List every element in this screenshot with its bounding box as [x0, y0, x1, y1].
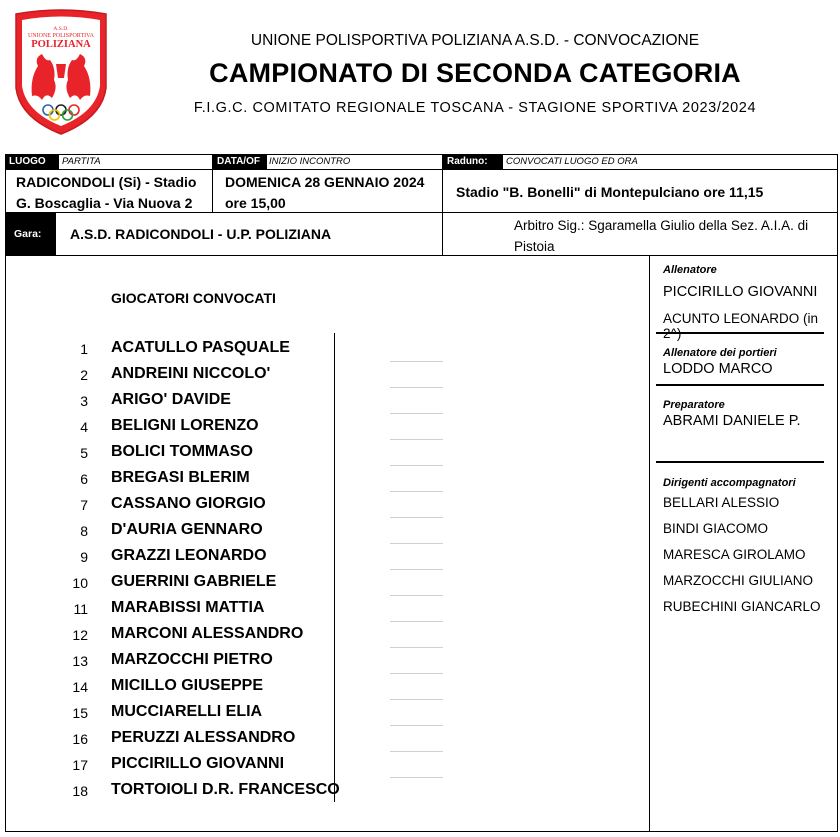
dirigenti-label: Dirigenti accompagnatori: [663, 477, 796, 489]
data-sublabel: INIZIO INCONTRO: [269, 156, 351, 167]
preparatore-name: ABRAMI DANIELE P.: [663, 413, 801, 429]
signature-line: [390, 465, 443, 466]
portieri-name: LODDO MARCO: [663, 361, 773, 377]
player-row: [60, 649, 460, 675]
signature-line: [390, 517, 443, 518]
data-value-line2: ore 15,00: [225, 195, 286, 211]
signature-line: [390, 673, 443, 674]
raduno-sublabel: CONVOCATI LUOGO ED ORA: [506, 156, 638, 167]
player-number: 13: [72, 653, 88, 669]
player-number: 4: [80, 419, 88, 435]
player-number: 11: [73, 601, 88, 617]
data-label: DATA/OF: [213, 155, 267, 169]
player-number: 17: [72, 757, 88, 773]
logo-asd-text: A.S.D.: [53, 26, 69, 32]
dirigente-name: MARESCA GIROLAMO: [663, 547, 806, 562]
dirigente-name: MARZOCCHI GIULIANO: [663, 573, 814, 588]
player-name: GRAZZI LEONARDO: [111, 547, 267, 564]
player-name: ARIGO' DAVIDE: [111, 391, 231, 408]
player-row: [60, 467, 460, 493]
player-name: MUCCIARELLI ELIA: [111, 703, 263, 720]
header-subtitle: UNIONE POLISPORTIVA POLIZIANA A.S.D. - CONVOCAZIONE: [250, 32, 700, 49]
grid-line: [5, 255, 838, 256]
player-name: MARABISSI MATTIA: [111, 599, 265, 616]
frame-line: [5, 831, 838, 832]
logo-name-line2: POLIZIANA: [31, 39, 91, 50]
dirigente-name: BINDI GIACOMO: [663, 521, 769, 536]
signature-line: [390, 647, 443, 648]
grid-line: [837, 154, 838, 256]
player-row: [60, 545, 460, 571]
gara-value: A.S.D. RADICONDOLI - U.P. POLIZIANA: [70, 226, 332, 242]
player-row: [60, 701, 460, 727]
player-name: GUERRINI GABRIELE: [111, 573, 277, 590]
player-number: 15: [72, 705, 88, 721]
player-name: D'AURIA GENNARO: [111, 521, 263, 538]
logo-name-line1: UNIONE POLISPORTIVA: [27, 33, 95, 39]
player-row: [60, 675, 460, 701]
signature-line: [390, 699, 443, 700]
player-number: 10: [72, 575, 88, 591]
frame-line: [649, 255, 650, 832]
player-row: [60, 337, 460, 363]
player-number: 18: [72, 783, 88, 799]
player-number: 8: [80, 523, 88, 539]
preparatore-label: Preparatore: [663, 399, 725, 411]
player-name: MARCONI ALESSANDRO: [111, 625, 304, 642]
signature-line: [390, 569, 443, 570]
player-row: [60, 389, 460, 415]
player-name: ANDREINI NICCOLO': [111, 365, 271, 382]
data-value-line1: DOMENICA 28 GENNAIO 2024: [225, 174, 425, 190]
player-name: CASSANO GIORGIO: [111, 495, 266, 512]
signature-line: [390, 413, 443, 414]
staff-divider: [656, 332, 824, 334]
player-row: [60, 415, 460, 441]
player-row: [60, 363, 460, 389]
player-number: 16: [72, 731, 88, 747]
signature-line: [390, 595, 443, 596]
dirigente-name: BELLARI ALESSIO: [663, 495, 780, 510]
staff-divider: [656, 384, 824, 386]
player-name: ACATULLO PASQUALE: [111, 339, 290, 356]
player-name: PERUZZI ALESSANDRO: [111, 729, 296, 746]
player-number: 12: [72, 627, 88, 643]
staff-divider: [656, 461, 824, 463]
arbitro-line1: Arbitro Sig.: Sgaramella Giulio della Sez. A.I.A. di: [514, 218, 809, 233]
player-number: 2: [80, 367, 88, 383]
signature-line: [390, 725, 443, 726]
player-row: [60, 597, 460, 623]
player-row: [60, 519, 460, 545]
portieri-label: Allenatore dei portieri: [663, 347, 777, 359]
player-name: BOLICI TOMMASO: [111, 443, 253, 460]
allenatore-label: Allenatore: [663, 264, 717, 276]
luogo-label: LUOGO: [5, 155, 59, 169]
player-row: [60, 753, 460, 779]
raduno-value: Stadio "B. Bonelli" di Montepulciano ore 11,15: [456, 184, 764, 200]
player-name: PICCIRILLO GIOVANNI: [111, 755, 285, 772]
player-row: [60, 493, 460, 519]
player-row: [60, 441, 460, 467]
player-number: 7: [80, 497, 88, 513]
grid-line: [5, 212, 838, 213]
page-title: CAMPIONATO DI SECONDA CATEGORIA: [209, 58, 741, 88]
signature-line: [390, 621, 443, 622]
player-name: MARZOCCHI PIETRO: [111, 651, 273, 668]
player-row: [60, 571, 460, 597]
players-heading: GIOCATORI CONVOCATI: [111, 290, 276, 306]
player-name: BELIGNI LORENZO: [111, 417, 259, 434]
player-number: 14: [72, 679, 88, 695]
grid-line: [5, 169, 838, 170]
frame-line: [837, 255, 838, 832]
luogo-value-line1: RADICONDOLI (Si) - Stadio: [16, 174, 197, 190]
player-number: 9: [80, 549, 88, 565]
header-federation: F.I.G.C. COMITATO REGIONALE TOSCANA - STAGIONE SPORTIVA 2023/2024: [193, 100, 757, 116]
signature-line: [390, 543, 443, 544]
club-logo: [12, 8, 110, 136]
player-row: [60, 623, 460, 649]
player-row: [60, 779, 460, 805]
raduno-label: Raduno:: [443, 155, 503, 169]
player-number: 5: [80, 445, 88, 461]
signature-line: [390, 777, 443, 778]
signature-line: [390, 361, 443, 362]
player-name: BREGASI BLERIM: [111, 469, 250, 486]
player-name: MICILLO GIUSEPPE: [111, 677, 264, 694]
player-name: TORTOIOLI D.R. FRANCESCO: [111, 781, 340, 798]
luogo-value-line2: G. Boscaglia - Via Nuova 2: [16, 195, 193, 211]
grid-line: [212, 154, 213, 213]
signature-line: [390, 751, 443, 752]
luogo-sublabel: PARTITA: [62, 156, 101, 167]
signature-line: [390, 491, 443, 492]
player-number: 6: [80, 471, 88, 487]
arbitro-line2: Pistoia: [514, 239, 555, 254]
grid-line: [5, 154, 838, 155]
player-number: 3: [80, 393, 88, 409]
gara-label: Gara:: [6, 213, 56, 255]
player-number: 1: [80, 341, 88, 357]
player-row: [60, 727, 460, 753]
allenatore-name-2: ACUNTO LEONARDO (in: [663, 311, 819, 326]
allenatore-name-1: PICCIRILLO GIOVANNI: [663, 284, 818, 300]
frame-line: [5, 255, 6, 832]
signature-line: [390, 439, 443, 440]
dirigente-name: RUBECHINI GIANCARLO: [663, 599, 821, 614]
grid-line: [442, 154, 443, 256]
signature-line: [390, 387, 443, 388]
